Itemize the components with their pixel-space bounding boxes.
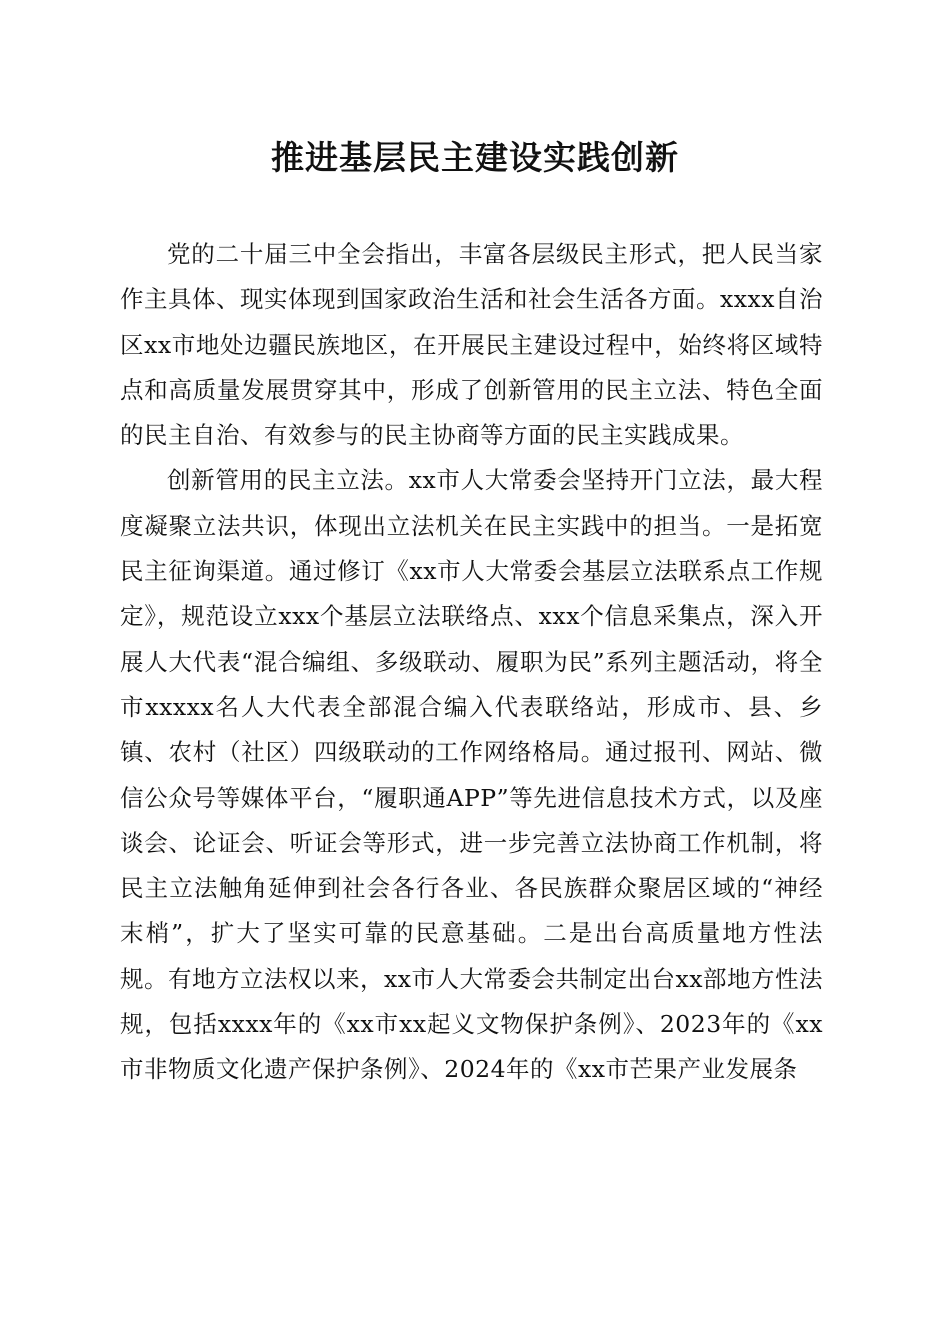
document-title: 推进基层民主建设实践创新 xyxy=(271,138,679,177)
paragraph-democratic-legislation: 创新管用的民主立法。xx市人大常委会坚持开门立法，最大程度凝聚立法共识，体现出立法机关在民主实践中的担当。一是拓宽民主征询渠道。通过修订《xx市人大常委会基层立法联系点工作规定》，规范设立xxx个基层立法联络点、xxx个信息采集点，深入开展人大代表“混合编组、多级联动、履职为民”系列主题活动，将全市xxxxx名人大代表全部混合编入代表联络站，形成市、县、乡镇、农村（社区）四级联动的工作网络格局。通过报刊、网站、微信公众号等媒体平台，“履职通APP”等先进信息技术方式，以及座谈会、论证会、听证会等形式，进一步完善立法协商工作机制，将民主立法触角延伸到社会各行各业、各民族群众聚居区域的“神经末梢”，扩大了坚实可靠的民意基础。二是出台高质量地方性法规。有地方立法权以来，xx市人大常委会共制定出台xx部地方性法规，包括xxxx年的《xx市xx起义文物保护条例》、2023年的《xx市非物质文化遗产保护条例》、2024年的《xx市芒果产业发展条 xyxy=(120,466,824,1084)
document-body xyxy=(120,232,823,1093)
paragraph-intro: 党的二十届三中全会指出，丰富各层级民主形式，把人民当家作主具体、现实体现到国家政治生活和社会生活各方面。xxxx自治区xx市地处边疆民族地区，在开展民主建设过程中，始终将区域特点和高质量发展贯穿其中，形成了创新管用的民主立法、特色全面的民主自治、有效参与的民主协商等方面的民主实践成果。 xyxy=(120,240,824,450)
